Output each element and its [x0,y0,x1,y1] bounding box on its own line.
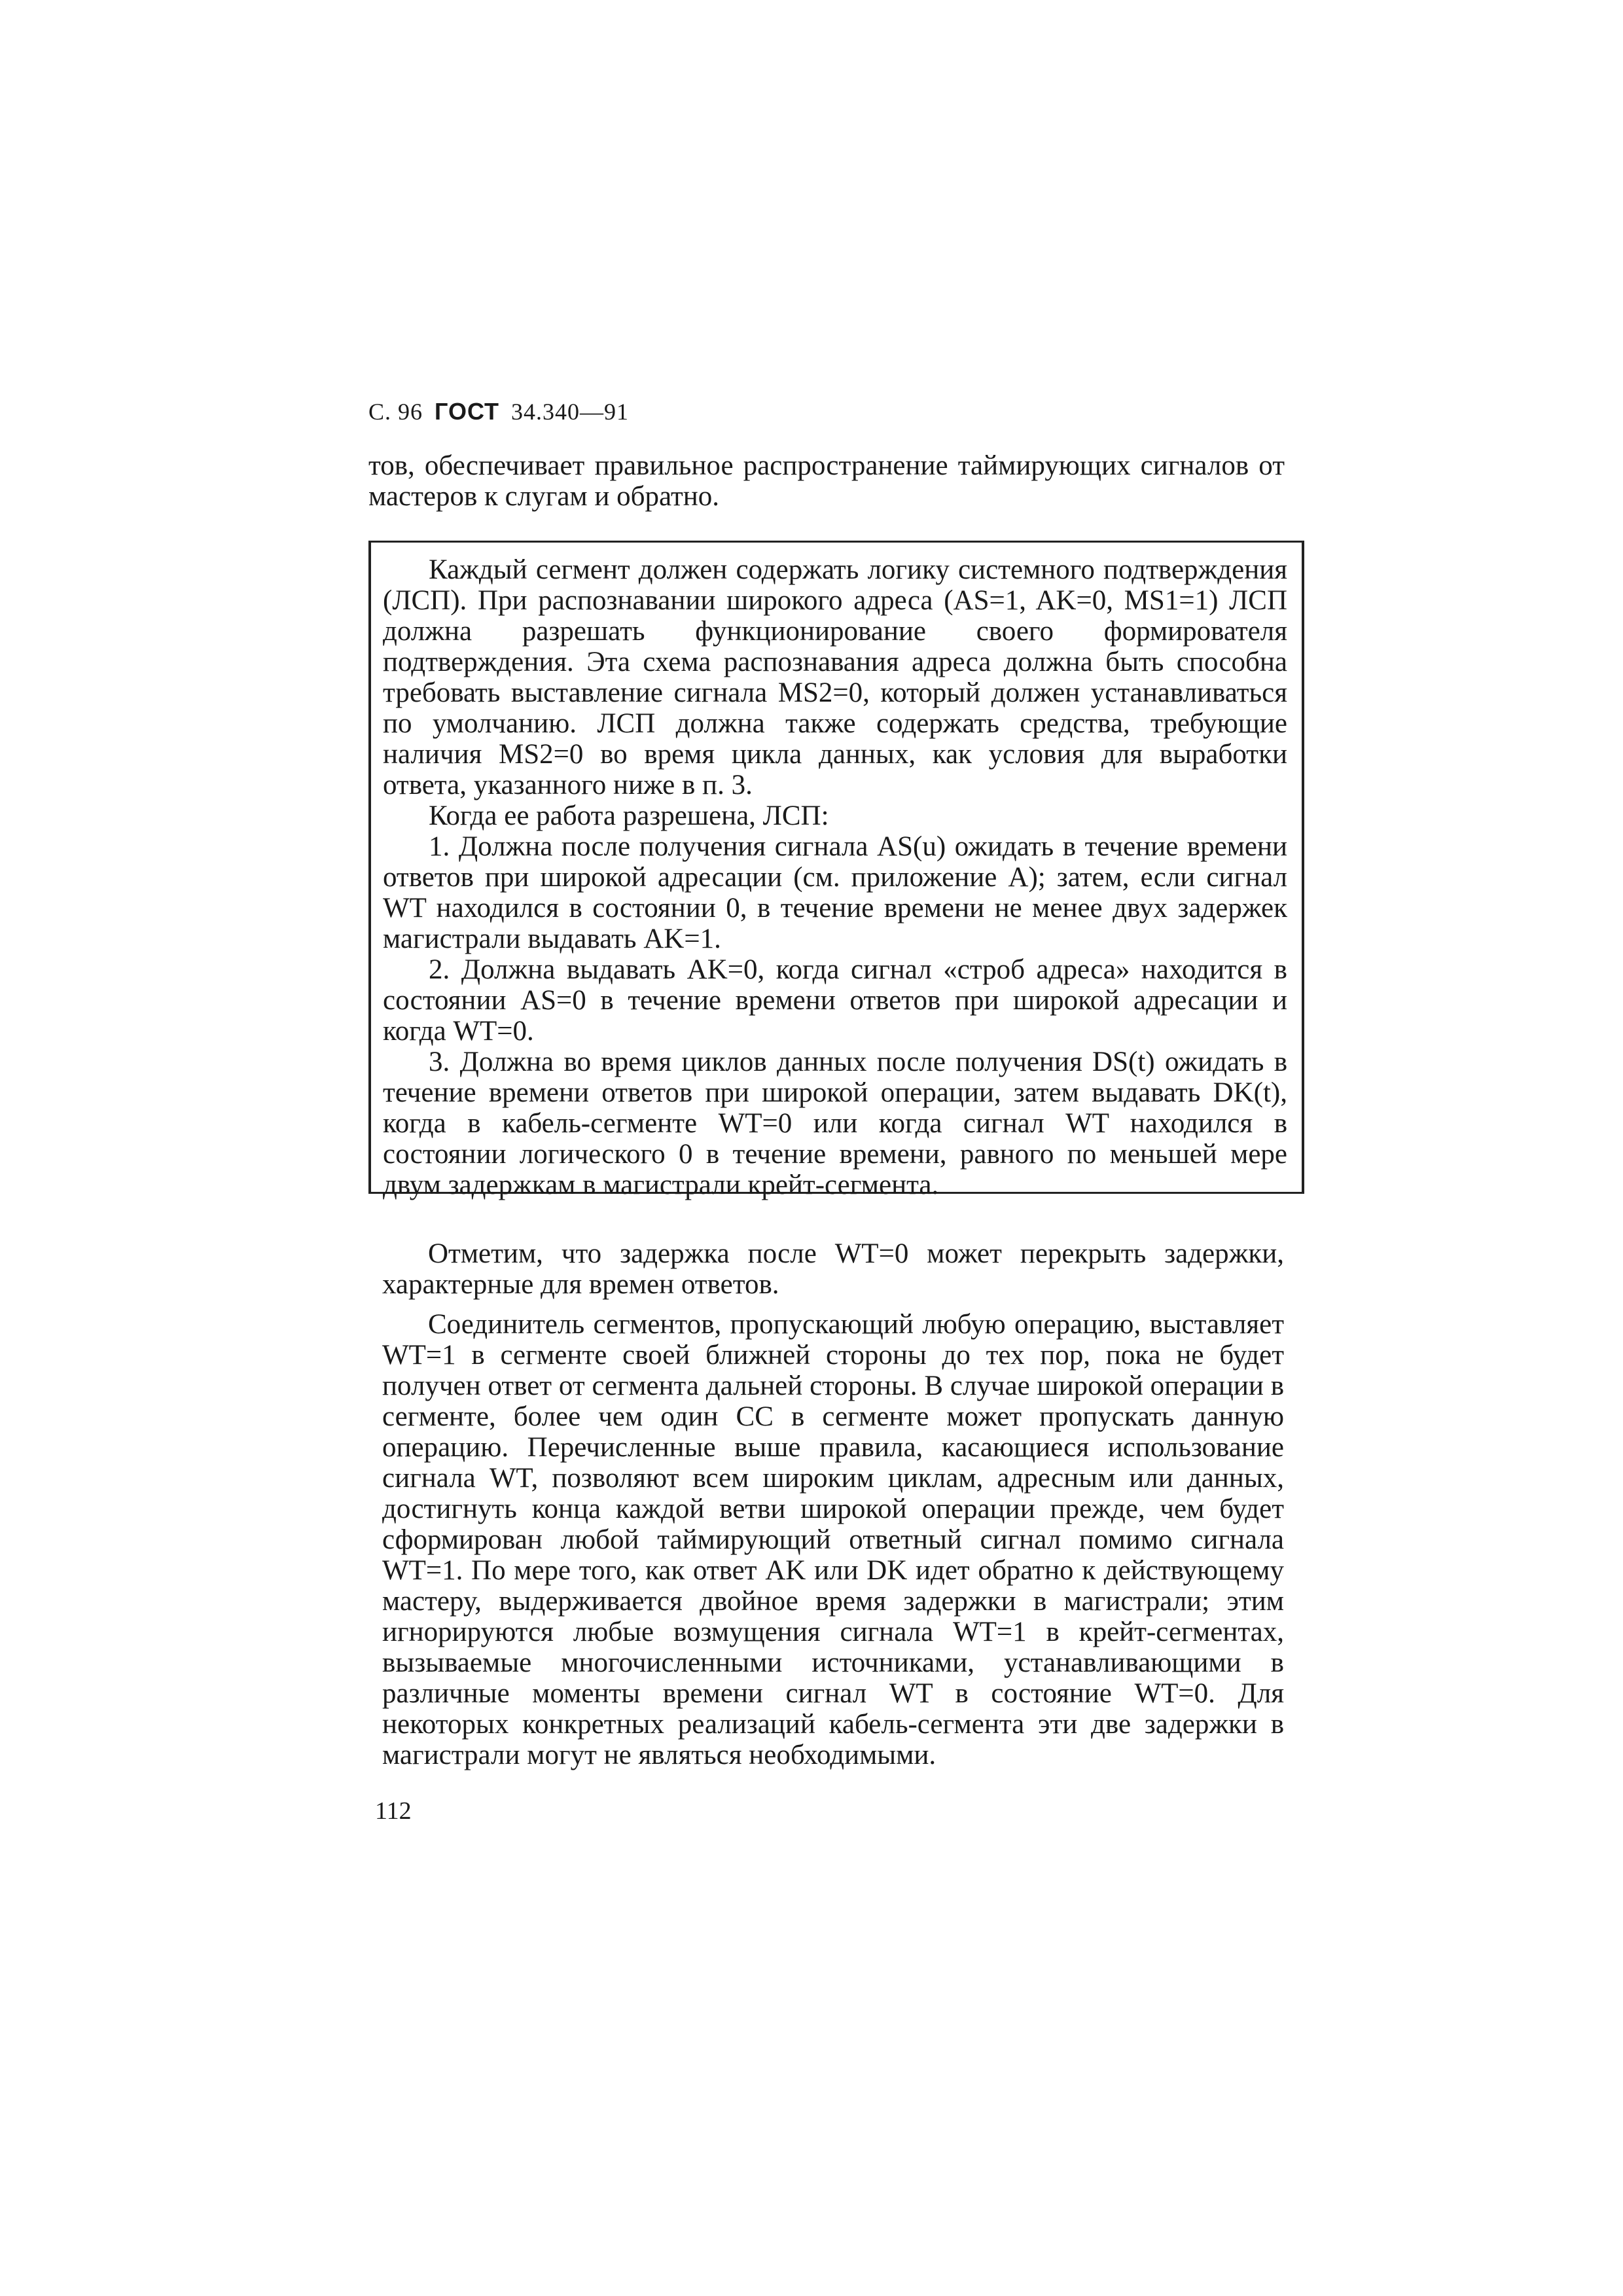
standard-label: ГОСТ [435,398,500,425]
body-text [382,1238,1284,1780]
body-paragraph-1: Отметим, что задержка после WT=0 может перекрыть задержки, характерные для времен ответов. [382,1238,1284,1300]
body-paragraph-2: Соединитель сегментов, пропускающий любую операцию, выставляет WT=1 в сегменте своей ближней стороны до тех пор, пока не будет получен ответ от сегмента дальней стороны. В случае широкой операции в сегменте, более чем один СС в сегменте может пропускать данную операцию. Перечисленные выше правила, касающиеся использование сигнала WT, позволяют всем широким циклам, адресным или данных, достигнуть конца каждой ветви широкой операции прежде, чем будет сформирован любой таймирующий ответный сигнал помимо сигнала WT=1. По мере того, как ответ AK или DK идет обратно к действующему мастеру, выдерживается двойное время задержки в магистрали; этим игнорируются любые возмущения сигнала WT=1 в крейт-сегментах, вызываемые многочисленными источниками, устанавливающими в различные моменты времени сигнал WT в состояние WT=0. Для некоторых конкретных реализаций кабель-сегмента эти две задержки в магистрали могут не являться необходимыми. [382,1309,1284,1770]
intro-text [368,450,1285,512]
page-number: 112 [375,1797,412,1825]
box-paragraph-4: 2. Должна выдавать AK=0, когда сигнал «строб адреса» находится в состоянии AS=0 в течение времени ответов при широкой адресации и когда WT=0. [383,954,1287,1047]
box-paragraph-5: 3. Должна во время циклов данных после получения DS(t) ожидать в течение времени ответов при широкой операции, затем выдавать DK(t), когда в кабель-сегменте WT=0 или когда сигнал WT находился в состоянии логического 0 в течение времени, равного по меньшей мере двум задержкам в магистрали крейт-сегмента. [383,1047,1287,1200]
boxed-requirements [368,541,1304,1200]
page-header [368,398,629,425]
page-prefix: С. 96 [368,399,423,425]
box-paragraph-3: 1. Должна после получения сигнала AS(u) ожидать в течение времени ответов при широкой адресации (см. приложение А); затем, если сигнал WT находился в состоянии 0, в течение времени не менее двух задержек магистрали выдавать AK=1. [383,831,1287,954]
box-paragraph-1: Каждый сегмент должен содержать логику системного подтверждения (ЛСП). При распознавании широкого адреса (AS=1, AK=0, MS1=1) ЛСП должна разрешать функционирование своего формирователя подтверждения. Эта схема распознавания адреса должна быть способна требовать выставление сигнала MS2=0, который должен устанавливаться по умолчанию. ЛСП должна также содержать средства, требующие наличия MS2=0 во время цикла данных, как условия для выработки ответа, указанного ниже в п. 3. [383,554,1287,800]
intro-paragraph: тов, обеспечивает правильное распространение таймирующих сигналов от мастеров к слугам и обратно. [368,450,1285,512]
standard-number: 34.340—91 [511,399,630,425]
box-paragraph-2: Когда ее работа разрешена, ЛСП: [429,800,829,831]
